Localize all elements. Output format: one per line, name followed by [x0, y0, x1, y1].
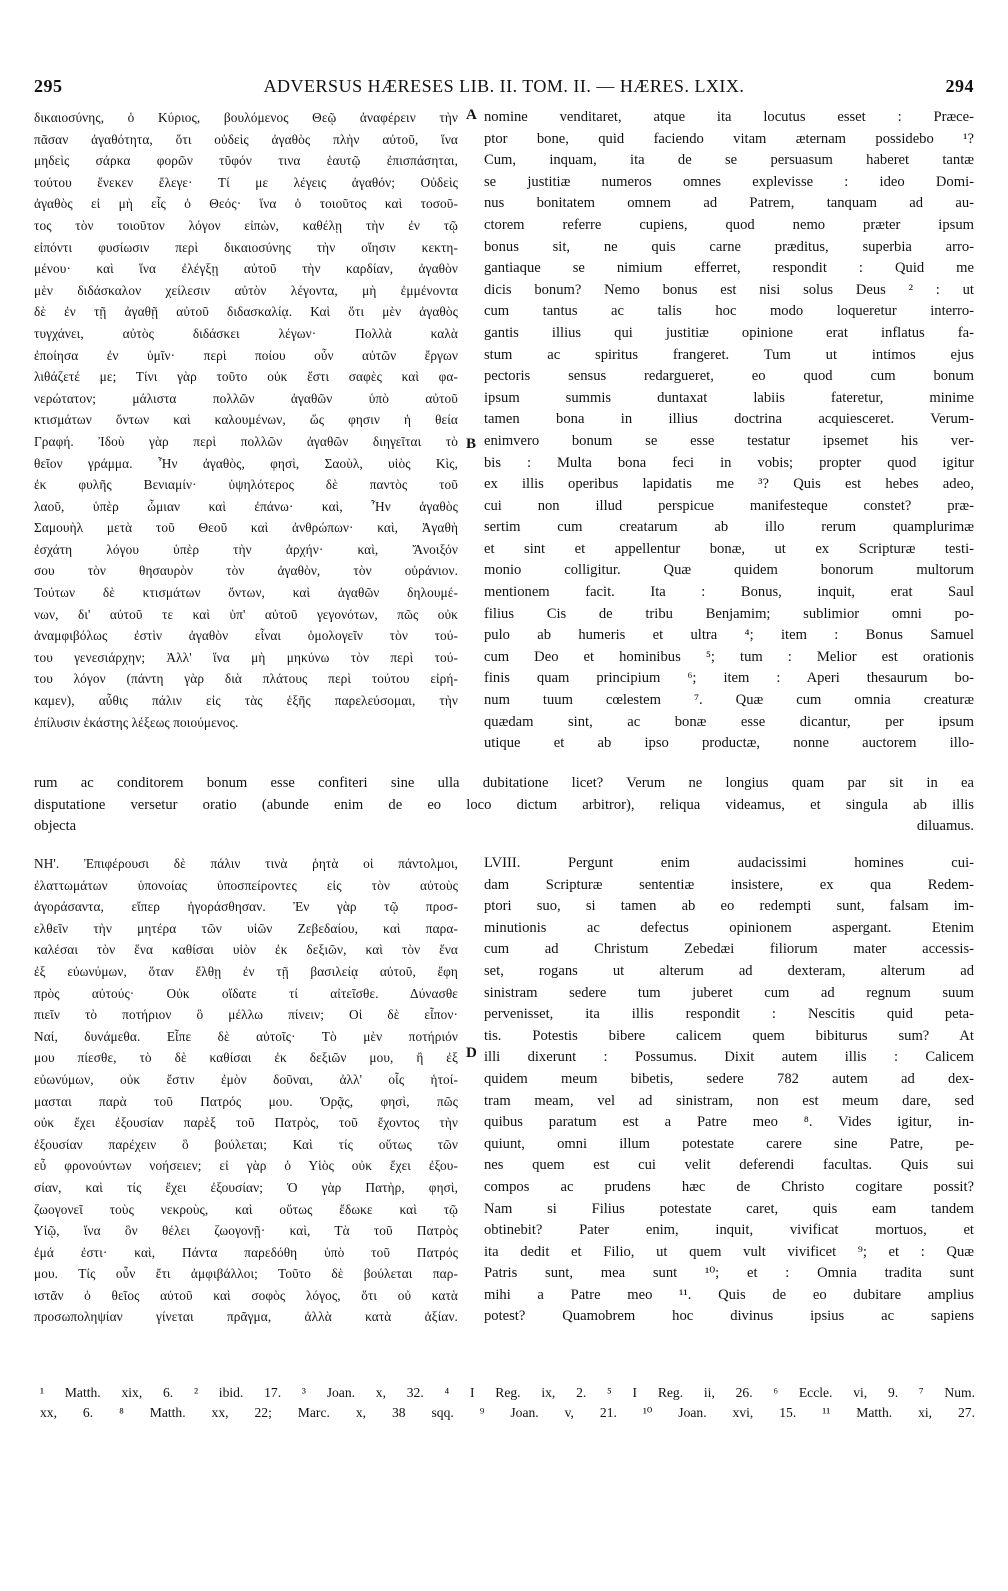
- text-line: objecta diluamus.: [34, 818, 974, 835]
- text-line: LVIII. Pergunt enim audacissimi homines cui-: [484, 855, 974, 871]
- text-line: Cum, inquam, ita de se persuasum haberet tantæ: [484, 152, 974, 169]
- text-line: τος τὸν τοιοῦτον λόγον εἰπὼν, καθέλῃ τὴν ἐν τῷ: [34, 217, 458, 233]
- text-line: κτισμάτων ὄντων καὶ καλουμένων, ὥς φησιν ἡ θεία: [34, 412, 458, 428]
- text-line: quiunt, omni illum potestate carere sine Patre, pe-: [484, 1135, 974, 1152]
- text-line: μένου· καὶ ἵνα ἐλέγξῃ αὐτοῦ τὴν καρδίαν, ἀγαθὸν: [34, 261, 458, 277]
- text-line: dicis bonum? Nemo bonus est nisi solus Deus ² : ut: [484, 281, 974, 298]
- text-line: καλέσαι τὸν ἕνα καθίσαι υἱὸν ἐκ δεξιῶν, καὶ τὸν ἕνα: [34, 942, 458, 958]
- text-line: εἰπόντι φυσίωσιν περὶ δικαιοσύνης τὴν οἴησιν κεκτη-: [34, 239, 458, 255]
- text-line: ex illis operibus lapidatis me ³? Quis est hebes adeo,: [484, 476, 974, 493]
- text-line: enimvero bonum se esse testatur ipsemet his ver-: [484, 432, 974, 449]
- text-line: cui non illud perspicue manifesteque constet? præ-: [484, 497, 974, 514]
- text-line: Nam si Filius potestate caret, quis eam tandem: [484, 1200, 974, 1217]
- text-line: se justitiæ numeros omnes explevisse : ideo Domi-: [484, 173, 974, 190]
- text-line: νερώτατον; μάλιστα πολλῶν ἀγαθῶν ὑπὸ αὐτοῦ: [34, 390, 458, 406]
- text-line: ἀναμφιβόλως ἐστὶν ἀγαθὸν εἶναι ὁμολογεῖν τὸν τού-: [34, 628, 458, 644]
- text-line: sertim cum creatarum ab illo rerum quamplurimæ: [484, 519, 974, 536]
- text-line: tis. Potestis bibere calicem quem bibiturus sum? At: [484, 1027, 974, 1044]
- text-line: ιστᾶν ὁ θεῖος αὐτοῦ καὶ σοφὸς λόγος, ὅτι οὐ κατὰ: [34, 1287, 458, 1303]
- running-title: ADVERSUS HÆRESES LIB. II. TOM. II. — HÆRES. LXIX.: [263, 76, 745, 96]
- text-line: ἀγοράσαντα, εἴπερ ἠγοράσθησαν. Ἐν γὰρ τῷ προσ-: [34, 899, 458, 915]
- running-header: [34, 72, 974, 102]
- text-line: δικαιοσύνης, ὁ Κύριος, βουλόμενος Θεῷ ἀναφέρειν τὴν: [34, 110, 458, 125]
- margin-marker-a: A: [466, 107, 477, 123]
- text-line: set, rogans ut alterum ad dexteram, alterum ad: [484, 962, 974, 979]
- text-line: nus bonitatem omnem ad Patrem, tanquam ad au-: [484, 195, 974, 212]
- text-line: ¹ Matth. xix, 6. ² ibid. 17. ³ Joan. x, 32. ⁴ I Reg. ix, 2. ⁵ I Reg. ii, 26. ⁶ Eccle. vi, 9. ⁷ Num.: [40, 1385, 975, 1400]
- text-line: gantis illius qui justitiæ opinione erat inflatus fa-: [484, 324, 974, 341]
- text-line: minutionis ac defectus opinionem aspergant. Etenim: [484, 919, 974, 936]
- text-line: pervenisset, ita illis respondit : Nescitis quid peta-: [484, 1006, 974, 1023]
- text-line: δὲ ἐν τῇ ἀγαθῇ αὐτοῦ διδασκαλίᾳ. Καὶ ὅτι μὲν ἀγαθὸς: [34, 304, 458, 320]
- text-line: Τούτων δὲ κτισμάτων ὄντων, καὶ ἀγαθῶν δηλουμέ-: [34, 585, 458, 601]
- latin-column-top: [484, 107, 974, 755]
- text-line: ἐξουσίαν παρέχειν ὃ βούλεται; Καὶ τίς οὕτως τῶν: [34, 1136, 458, 1152]
- text-line: τούτου ἕνεκεν ἔλεγε· Τί με λέγεις ἀγαθόν; Οὐδεὶς: [34, 174, 458, 190]
- margin-marker-b: B: [466, 436, 477, 452]
- text-line: nes quem est cui velit deferendi facultas. Quis sui: [484, 1157, 974, 1174]
- text-line: utique et ab ipso productæ, nonne auctorem illo-: [484, 735, 974, 752]
- text-line: ita dedit et Filio, ut quem vult vivificet ⁹; et : Quæ: [484, 1243, 974, 1260]
- text-line: πιεῖν τὸ ποτήριον ὃ μέλλω πίνειν; Οἱ δὲ εἶπον·: [34, 1007, 458, 1023]
- text-line: stum ac spiritus frangeret. Tum ut intimos ejus: [484, 346, 974, 363]
- text-line: nomine venditaret, atque ita locutus esset : Præce-: [484, 109, 974, 125]
- text-line: Γραφή. Ἰδοὺ γὰρ περὶ πολλῶν ἀγαθῶν διηγεῖται τὸ: [34, 433, 458, 449]
- text-line: ζωογονεῖ τοὺς νεκροὺς, καὶ οὕτως ἔδωκε καὶ τῷ: [34, 1201, 458, 1217]
- text-line: gantiaque se nimium efferret, respondit : Quid me: [484, 260, 974, 277]
- text-line: illi dixerunt : Possumus. Dixit autem illis : Calicem: [484, 1049, 974, 1066]
- text-line: πᾶσαν ἀγαθότητα, ὅτι οὐδεὶς ἀγαθὸς πλὴν αὐτοῦ, ἵνα: [34, 131, 458, 147]
- margin-marker-d: D: [466, 1045, 477, 1061]
- text-line: quædam sint, ac bonæ esse dicantur, per ipsum: [484, 713, 974, 730]
- text-line: obtinebit? Pater enim, inquit, vivificat mortuos, et: [484, 1222, 974, 1239]
- text-line: cum tantus ac talis hoc modo loqueretur interro-: [484, 303, 974, 320]
- text-line: καμεν), αὖθις πάλιν εἰς τὰς ἑξῆς παρελεύσομαι, τὴν: [34, 693, 458, 709]
- text-line: εὐωνύμων, οὐκ ἔστιν ἐμὸν δοῦναι, ἀλλ' οἷς ἡτοί-: [34, 1071, 458, 1087]
- text-line: dam Scripturæ sententiæ insistere, ex qua Redem-: [484, 876, 974, 893]
- text-line: τυγχάνει, αὐτὸς διδάσκει λέγων· Πολλὰ καλὰ: [34, 325, 458, 341]
- text-line: ipsum summis duntaxat labiis fateretur, minime: [484, 389, 974, 406]
- text-line: bis : Multa bona feci in vobis; propter quod igitur: [484, 454, 974, 471]
- text-line: quibus paratum est a Patre meo ⁸. Vides igitur, in-: [484, 1114, 974, 1131]
- text-line: mihi a Patre meo ¹¹. Quis de eo dubitare amplius: [484, 1286, 974, 1303]
- text-line: σου τὸν θησαυρὸν τὸν ἀγαθὸν, τὸν οὐράνιον.: [34, 563, 458, 579]
- text-line: μου. Τίς οὖν ἔτι ἀμφιβάλλοι; Τοῦτο δὲ βούλεται παρ-: [34, 1266, 458, 1282]
- text-line: num tuum cœlestem ⁷. Quæ cum omnia creaturæ: [484, 692, 974, 709]
- text-line: ptor bone, quid faciendo vitam æternam possidebo ¹?: [484, 130, 974, 147]
- page-number-right: 294: [945, 76, 974, 96]
- text-line: Υἱῷ, ἵνα ὃν θέλει ζωογονῇ· καὶ, Τὰ τοῦ Πατρὸς: [34, 1223, 458, 1239]
- greek-column-top: [34, 107, 458, 733]
- text-line: μου πίεσθε, τὸ δὲ καθίσαι ἐκ δεξιῶν μου, ἢ ἐξ: [34, 1050, 458, 1066]
- text-line: quidem meum bibetis, sedere 782 autem ad dex-: [484, 1070, 974, 1087]
- text-line: Σαμουὴλ μετὰ τοῦ Θεοῦ καὶ ἀνθρώπων· καὶ, Ἀγαθὴ: [34, 520, 458, 536]
- text-line: xx, 6. ⁸ Matth. xx, 22; Marc. x, 38 sqq. ⁹ Joan. v, 21. ¹⁰ Joan. xvi, 15. ¹¹ Matth. xi, 27.: [40, 1405, 975, 1420]
- text-line: λιθάζετέ με; Τίνι γὰρ τοῦτο οὐκ ἔστι σαφὲς καὶ φα-: [34, 369, 458, 385]
- text-line: εὖ φρονούντων νοήσειεν; εἰ γὰρ ὁ Υἱὸς οὐκ ἔχει ἐξου-: [34, 1158, 458, 1174]
- text-line: et sint et appellentur bonæ, ut ex Scripturæ testi-: [484, 540, 974, 557]
- text-line: cum ad Christum Zebedæi filiorum mater accessis-: [484, 941, 974, 958]
- text-line: σίαν, καὶ τίς ἔχει ἐξουσίαν; Ὁ γὰρ Πατὴρ, φησὶ,: [34, 1179, 458, 1195]
- greek-column-bottom: [34, 853, 458, 1328]
- text-line: ἐποίησα ἐν ὑμῖν· περὶ ποίου οὖν αὐτῶν ἔργων: [34, 347, 458, 363]
- text-line: μὲν διδάσκαλον χείλεσιν αὐτὸν λέγοντα, μὴ ἐμμένοντα: [34, 282, 458, 298]
- text-line: του γενεσιάρχην; Ἀλλ' ἵνα μὴ μηκύνω τὸν περὶ τού-: [34, 649, 458, 665]
- text-line: προσωποληψίαν γίνεται πρᾶγμα, ἀλλὰ κατὰ ἀξίαν.: [34, 1309, 458, 1325]
- text-line: mentionem facit. Ita : Bonus, inquit, erat Saul: [484, 584, 974, 601]
- page-number-left: 295: [34, 76, 63, 96]
- text-line: ἐπίλυσιν ἑκάστης λέξεως ποιούμενος.: [34, 714, 239, 730]
- text-line: disputatione versetur oratio (abunde enim de eo loco dictum arbitror), reliqua videamus, et singula ab illis: [34, 796, 974, 813]
- text-line: compos ac prudens hæc de Christo cogitare possit?: [484, 1178, 974, 1195]
- text-line: ἐσχάτη λόγου ὑπὲρ τὴν ἀρχήν· καὶ, Ἄνοιξόν: [34, 541, 458, 557]
- text-line: νων, δι' αὐτοῦ τε καὶ ὑπ' αὐτοῦ γεγονότων, πῶς οὐκ: [34, 606, 458, 622]
- text-line: ἐμά ἐστι· καὶ, Πάντα παρεδόθη ὑπὸ τοῦ Πατρός: [34, 1244, 458, 1260]
- text-line: filius Cis de tribu Benjamim; sublimior omni po-: [484, 605, 974, 622]
- text-line: ctorem referre cupiens, quod nemo præter ipsum: [484, 216, 974, 233]
- footnotes: [40, 1383, 975, 1423]
- text-line: tamen bona in illius doctrina acquiesceret. Verum-: [484, 411, 974, 428]
- text-line: ptori suo, si tamen ab eo redempti sunt, falsam im-: [484, 898, 974, 915]
- text-line: monio colligitur. Quæ quidem bonorum multorum: [484, 562, 974, 579]
- text-line: ἐξ εὐωνύμων, ὅταν ἔλθῃ ἐν τῇ βασιλείᾳ αὐτοῦ, ἔφη: [34, 963, 458, 979]
- text-line: bonus sit, ne quis carne præditus, superbia arro-: [484, 238, 974, 255]
- text-line: ΝΗ'. Ἐπιφέρουσι δὲ πάλιν τινὰ ῥητὰ οἱ πάντολμοι,: [34, 856, 458, 871]
- latin-full-width-paragraph: [34, 773, 974, 838]
- text-line: ἀγαθὸς εἰ μὴ εἷς ὁ Θεός· ἵνα ὁ τοιοῦτος καὶ τοσοῦ-: [34, 196, 458, 212]
- text-line: του λόγον (πάντη γὰρ διὰ πλάτους περὶ τούτου εἰρή-: [34, 671, 458, 687]
- latin-column-bottom: [484, 853, 974, 1328]
- text-line: finis quam principium ⁶; item : Aperi thesaurum bo-: [484, 670, 974, 687]
- text-line: ελθεῖν τὴν μητέρα τῶν υἱῶν Ζεβεδαίου, καὶ παρα-: [34, 920, 458, 936]
- text-line: μηδεὶς σάρκα φορῶν τῦφόν τινα ἑαυτῷ ἐπισπάσηται,: [34, 153, 458, 169]
- text-line: pectoris sensus redargueret, eo quod cum bonum: [484, 368, 974, 385]
- text-line: rum ac conditorem bonum esse confiteri sine ulla dubitatione licet? Verum ne longius quam par sit in ea: [34, 775, 974, 791]
- text-line: Patris sunt, mea sunt ¹⁰; et : Omnia tradita sunt: [484, 1265, 974, 1282]
- text-line: Ναί, δυνάμεθα. Εἶπε δὲ αὐτοῖς· Τὸ μὲν ποτήριόν: [34, 1028, 458, 1044]
- text-line: pulo ab humeris et ultra ⁴; item : Bonus Samuel: [484, 627, 974, 644]
- text-line: cum Deo et hominibus ⁵; tum : Melior est orationis: [484, 648, 974, 665]
- text-line: tram meam, vel ad sinistram, non est meum dare, sed: [484, 1092, 974, 1109]
- text-line: πρὸς αὐτούς· Οὐκ οἴδατε τί αἰτεῖσθε. Δύνασθε: [34, 985, 458, 1001]
- text-line: potest? Quamobrem hoc divinus ipsius ac sapiens: [484, 1308, 974, 1325]
- text-line: θεῖον γράμμα. Ἦν ἀγαθὸς, φησὶ, Σαοὺλ, υἱὸς Κὶς,: [34, 455, 458, 471]
- text-line: λαοῦ, ὑπὲρ ὦμιαν καὶ ἐπάνω· καὶ, Ἦν ἀγαθὸς: [34, 498, 458, 514]
- text-line: οὐκ ἔχει ἐξουσίαν παρὲξ τοῦ Πατρὸς, τοῦ ἔχοντος τὴν: [34, 1115, 458, 1131]
- text-line: sinistram sedere tum juberet cum ad regnum suum: [484, 984, 974, 1001]
- text-line: ἐλαττωμάτων ὑπονοίας ὑποσπείροντες εἰς τὸν αὐτοὺς: [34, 877, 458, 893]
- text-line: μασται παρὰ τοῦ Πατρός μου. Ὁρᾷς, φησὶ, πῶς: [34, 1093, 458, 1109]
- text-line: ἐκ φυλῆς Βενιαμίν· ὑψηλότερος δὲ παντὸς τοῦ: [34, 477, 458, 493]
